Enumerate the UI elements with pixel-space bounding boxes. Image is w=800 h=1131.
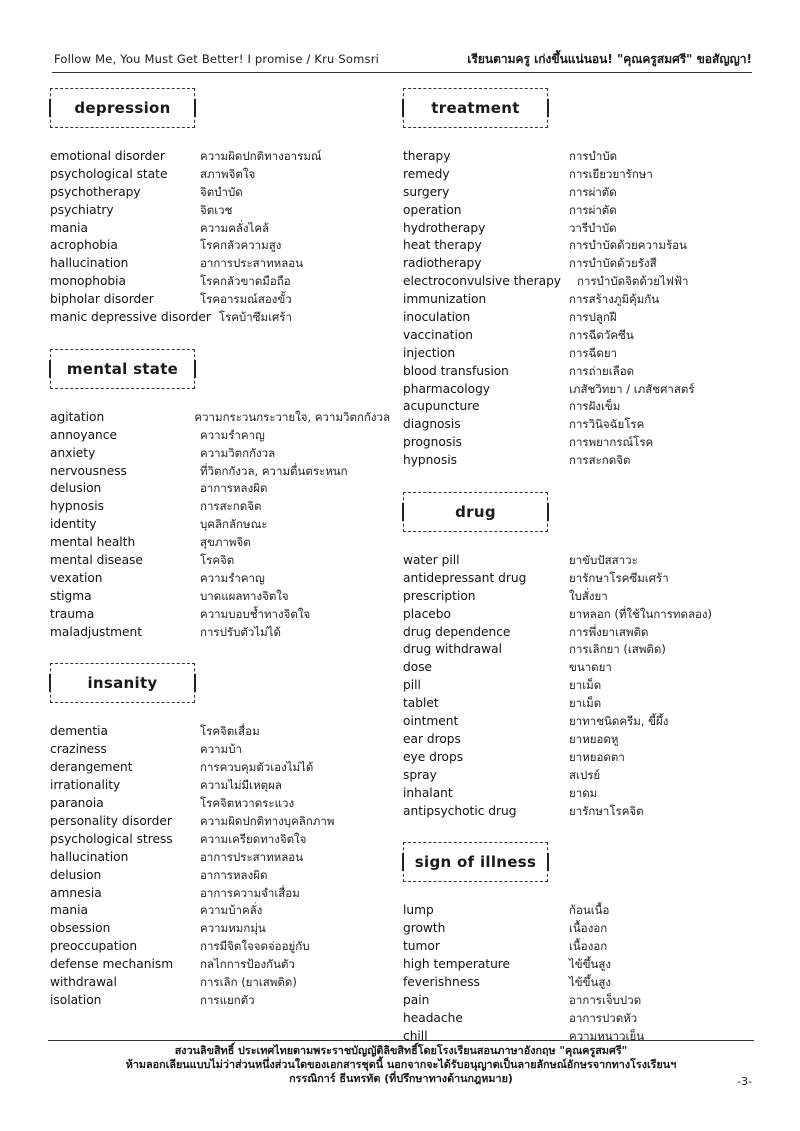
vocab-row <box>50 291 390 309</box>
thai-meaning: การผ่าตัด <box>569 184 617 199</box>
vocab-row <box>403 920 753 938</box>
english-term: ointment <box>403 714 459 729</box>
english-term: hallucination <box>50 849 129 864</box>
vocab-row <box>50 498 390 516</box>
thai-meaning: การสร้างภูมิคุ้มกัน <box>569 292 660 307</box>
english-term: prognosis <box>403 435 462 450</box>
thai-meaning: โรคบ้าซึมเศร้า <box>218 310 292 325</box>
english-term: immunization <box>403 292 487 307</box>
thai-meaning: เนื้องอก <box>569 921 608 936</box>
english-term: heat therapy <box>403 238 482 253</box>
vocab-row <box>403 677 753 695</box>
thai-meaning: วารีบำบัด <box>569 220 617 235</box>
vocab-row <box>403 202 753 220</box>
thai-meaning: โรคจิตหวาดระแวง <box>200 796 295 811</box>
thai-meaning: จิตเวช <box>200 202 233 217</box>
vocab-row <box>50 956 390 974</box>
thai-meaning: โรคจิตเสื่อม <box>200 724 260 739</box>
english-term: pharmacology <box>403 381 491 396</box>
english-term: annoyance <box>50 427 117 442</box>
english-term: water pill <box>403 553 460 568</box>
header-slogan-en: Follow Me, You Must Get Better! I promise / Kru Somsri <box>54 52 380 66</box>
vocab-row <box>50 723 390 741</box>
english-term: mania <box>50 903 88 918</box>
english-term: craziness <box>50 742 107 757</box>
english-term: withdrawal <box>50 974 117 989</box>
section-title: mental state <box>50 349 195 389</box>
thai-meaning: การบำบัด <box>569 149 618 163</box>
vocab-row <box>50 237 390 255</box>
vocab-row <box>403 345 753 363</box>
thai-meaning: การเลิก (ยาเสพติด) <box>200 974 297 989</box>
vocab-row <box>50 445 390 463</box>
footer-legal-line: กรรณิการ์ ธีนทรทัต (ที่ปรึกษาทางด้านกฎหมาย) <box>289 1072 513 1085</box>
thai-meaning: อาการปวดหัว <box>569 1010 638 1025</box>
vocab-row <box>403 570 753 588</box>
vocab-row <box>50 463 390 481</box>
vocab-row <box>403 713 753 731</box>
english-term: dose <box>403 660 433 675</box>
vocab-row <box>403 641 753 659</box>
thai-meaning: ยาดม <box>569 785 598 800</box>
vocab-list <box>403 148 753 470</box>
english-term: lump <box>403 903 434 918</box>
english-term: surgery <box>403 184 450 199</box>
vocab-row <box>403 902 753 920</box>
thai-meaning: การฝังเข็ม <box>569 399 621 414</box>
thai-meaning: ความบอบช้ำทางจิตใจ <box>200 606 311 621</box>
thai-meaning: ยาเม็ด <box>569 696 602 711</box>
vocab-row <box>50 777 390 795</box>
vocab-row <box>50 480 390 498</box>
thai-meaning: อาการหลงผิด <box>200 481 268 496</box>
vocab-row <box>50 741 390 759</box>
thai-meaning: บาดแผลทางจิตใจ <box>200 588 289 603</box>
thai-meaning: ความหนาวเย็น <box>569 1028 645 1043</box>
vocab-row <box>50 867 390 885</box>
english-term: anxiety <box>50 445 96 460</box>
english-term: obsession <box>50 921 111 936</box>
thai-meaning: การวินิจฉัยโรค <box>569 417 645 432</box>
thai-meaning: ยาหยอดหู <box>569 731 619 746</box>
english-term: agitation <box>50 409 105 424</box>
english-term: bipholar disorder <box>50 292 154 307</box>
vocab-list <box>50 723 390 1009</box>
vocab-row <box>403 255 753 273</box>
vocab-row <box>50 831 390 849</box>
thai-meaning: การสะกดจิต <box>569 453 631 468</box>
english-term: inhalant <box>403 785 453 800</box>
vocab-row <box>403 695 753 713</box>
vocab-row <box>403 327 753 345</box>
english-term: diagnosis <box>403 417 461 432</box>
vocab-row <box>403 974 753 992</box>
vocab-row <box>403 398 753 416</box>
vocab-row <box>50 516 390 534</box>
page-footer <box>48 1040 754 1086</box>
thai-meaning: อาการหลงผิด <box>200 867 268 882</box>
vocab-row <box>50 552 390 570</box>
vocab-row <box>50 148 390 166</box>
thai-meaning: การบำบัดด้วยความร้อน <box>569 238 687 253</box>
page-header <box>52 50 752 73</box>
thai-meaning: เนื้องอก <box>569 939 608 954</box>
english-term: stigma <box>50 588 92 603</box>
thai-meaning: ใบสั่งยา <box>569 588 608 603</box>
thai-meaning: ความหมกมุ่น <box>200 921 266 936</box>
english-term: drug withdrawal <box>403 642 502 657</box>
english-term: vaccination <box>403 327 474 342</box>
english-term: pain <box>403 992 430 1007</box>
english-term: hydrotherapy <box>403 220 486 235</box>
vocab-row <box>403 273 753 291</box>
thai-meaning: โรคกลัวความสูง <box>200 238 282 253</box>
thai-meaning: การบำบัดจิตด้วยไฟฟ้า <box>577 274 689 289</box>
thai-meaning: ความไม่มีเหตุผล <box>200 778 282 793</box>
thai-meaning: จิตบำบัด <box>200 184 243 199</box>
english-term: psychological state <box>50 166 168 181</box>
english-term: antidepressant drug <box>403 570 527 585</box>
thai-meaning: การควบคุมตัวเองไม่ได้ <box>200 760 314 775</box>
thai-meaning: โรคกลัวขาดมือถือ <box>200 274 291 289</box>
section-title: sign of illness <box>403 842 548 882</box>
vocab-row <box>50 624 390 642</box>
thai-meaning: อาการประสาทหลอน <box>200 256 304 271</box>
thai-meaning: ยาหยอดตา <box>569 749 625 764</box>
thai-meaning: การแยกตัว <box>200 992 255 1007</box>
english-term: emotional disorder <box>50 149 165 163</box>
vocab-row <box>50 409 390 427</box>
thai-meaning: ความรำคาญ <box>200 427 265 442</box>
thai-meaning: การผ่าตัด <box>569 202 617 217</box>
thai-meaning: การมีจิตใจจดจ่ออยู่กับ <box>200 939 310 954</box>
vocab-row <box>403 434 753 452</box>
english-term: placebo <box>403 606 451 621</box>
thai-meaning: ความผิดปกติทางอารมณ์ <box>200 149 322 163</box>
vocab-list <box>403 552 753 820</box>
english-term: paranoia <box>50 796 104 811</box>
english-term: acupuncture <box>403 399 480 414</box>
vocab-row <box>50 606 390 624</box>
vocab-row <box>50 920 390 938</box>
thai-meaning: โรคจิต <box>200 553 235 568</box>
vocab-row <box>403 659 753 677</box>
english-term: injection <box>403 345 456 360</box>
thai-meaning: ความบ้า <box>200 742 242 757</box>
english-term: drug dependence <box>403 624 511 639</box>
english-term: spray <box>403 767 437 782</box>
thai-meaning: การเลิกยา (เสพติด) <box>569 642 666 657</box>
vocab-row <box>403 606 753 624</box>
footer-copyright-line: สงวนลิขสิทธิ์ ประเทศไทยตามพระราชบัญญัติลิขสิทธิ์โดยโรงเรียนสอนภาษาอังกฤษ "คุณครูสมศรี" <box>174 1044 628 1057</box>
thai-meaning: โรคอารมณ์สองขั้ว <box>200 292 292 307</box>
thai-meaning: ยาเม็ด <box>569 678 602 693</box>
vocab-row <box>403 992 753 1010</box>
english-term: hallucination <box>50 256 129 271</box>
page-number: -3- <box>737 1075 752 1088</box>
vocab-row <box>403 1010 753 1028</box>
thai-meaning: สุขภาพจิต <box>200 535 251 550</box>
vocab-row <box>50 570 390 588</box>
vocab-row <box>50 534 390 552</box>
vocab-row <box>403 381 753 399</box>
thai-meaning: อาการเจ็บปวด <box>569 992 642 1007</box>
vocab-row <box>50 813 390 831</box>
english-term: operation <box>403 202 462 217</box>
vocab-row <box>403 452 753 470</box>
thai-meaning: ยาหลอก (ที่ใช้ในการทดลอง) <box>569 606 713 621</box>
vocab-row <box>403 749 753 767</box>
english-term: vexation <box>50 570 103 585</box>
thai-meaning: การถ่ายเลือด <box>569 363 635 378</box>
vocab-row <box>403 363 753 381</box>
english-term: acrophobia <box>50 238 118 253</box>
vocab-row <box>50 184 390 202</box>
thai-meaning: ไข้ขึ้นสูง <box>569 974 612 989</box>
thai-meaning: การสะกดจิต <box>200 499 262 514</box>
section-title: insanity <box>50 663 195 703</box>
english-term: high temperature <box>403 957 511 972</box>
left-column <box>50 88 390 1032</box>
vocab-row <box>50 902 390 920</box>
english-term: growth <box>403 921 446 936</box>
footer-notice-line: ห้ามลอกเลียนแบบไม่ว่าส่วนหนึ่งส่วนใดของเอกสารชุดนี้ นอกจากจะได้รับอนุญาตเป็นลายลักษณ์อักษรจากทางโรงเรียนฯ <box>125 1058 677 1071</box>
thai-meaning: ความกระวนกระวายใจ, ความวิตกกังวล <box>194 409 390 424</box>
vocab-row <box>403 184 753 202</box>
vocab-row <box>50 974 390 992</box>
english-term: psychotherapy <box>50 184 141 199</box>
thai-meaning: ความเครียดทางจิตใจ <box>200 831 307 846</box>
english-term: psychiatry <box>50 202 114 217</box>
english-term: defense mechanism <box>50 957 174 972</box>
thai-meaning: อาการประสาทหลอน <box>200 849 304 864</box>
vocab-row <box>50 202 390 220</box>
english-term: preoccupation <box>50 939 138 954</box>
vocab-list <box>50 409 390 642</box>
vocab-row <box>50 938 390 956</box>
english-term: eye drops <box>403 749 464 764</box>
vocab-row <box>50 795 390 813</box>
english-term: trauma <box>50 606 95 621</box>
vocab-row <box>403 237 753 255</box>
english-term: delusion <box>50 481 102 496</box>
english-term: antipsychotic drug <box>403 803 517 818</box>
english-term: nervousness <box>50 463 127 478</box>
english-term: inoculation <box>403 310 471 325</box>
thai-meaning: ยาทาชนิดครีม, ขี้ผึ้ง <box>569 714 669 729</box>
english-term: manic depressive disorder <box>50 310 211 325</box>
english-term: chill <box>403 1028 428 1043</box>
english-term: feverishness <box>403 974 480 989</box>
english-term: mental health <box>50 535 136 550</box>
vocab-list <box>403 902 753 1045</box>
vocab-row <box>50 992 390 1010</box>
vocab-row <box>403 624 753 642</box>
thai-meaning: ขนาดยา <box>569 660 612 675</box>
thai-meaning: การฉีดวัคซีน <box>569 327 634 342</box>
english-term: mania <box>50 220 88 235</box>
english-term: headache <box>403 1010 463 1025</box>
thai-meaning: เภสัชวิทยา / เภสัชศาสตร์ <box>569 381 695 396</box>
vocab-row <box>403 938 753 956</box>
thai-meaning: กลไกการป้องกันตัว <box>200 957 295 972</box>
vocab-row <box>403 166 753 184</box>
section-title: drug <box>403 492 548 532</box>
thai-meaning: ยาขับปัสสาวะ <box>569 553 638 568</box>
thai-meaning: การฉีดยา <box>569 345 618 360</box>
vocab-row <box>50 309 390 327</box>
thai-meaning: ก้อนเนื้อ <box>569 903 610 918</box>
english-term: dementia <box>50 724 108 739</box>
vocab-row <box>403 309 753 327</box>
thai-meaning: การพยากรณ์โรค <box>569 435 654 450</box>
english-term: blood transfusion <box>403 363 509 378</box>
english-term: hypnosis <box>403 453 457 468</box>
vocab-row <box>50 273 390 291</box>
vocab-row <box>403 588 753 606</box>
english-term: electroconvulsive therapy <box>403 274 562 289</box>
english-term: hypnosis <box>50 499 104 514</box>
thai-meaning: การปลูกฝี <box>569 310 617 325</box>
english-term: derangement <box>50 760 133 775</box>
english-term: psychological stress <box>50 831 173 846</box>
english-term: isolation <box>50 992 102 1007</box>
vocab-row <box>50 220 390 238</box>
english-term: identity <box>50 517 97 532</box>
english-term: therapy <box>403 149 451 163</box>
thai-meaning: อาการความจำเสื่อม <box>200 885 300 900</box>
vocab-row <box>403 552 753 570</box>
vocab-row <box>403 767 753 785</box>
thai-meaning: สเปรย์ <box>569 767 601 782</box>
english-term: ear drops <box>403 731 461 746</box>
english-term: radiotherapy <box>403 256 482 271</box>
thai-meaning: ไข้ขึ้นสูง <box>569 957 612 972</box>
header-slogan-th: เรียนตามครู เก่งขึ้นแน่นอน! "คุณครูสมศรี" ขอสัญญา! <box>467 52 752 66</box>
vocab-row <box>50 166 390 184</box>
english-term: remedy <box>403 166 450 181</box>
english-term: prescription <box>403 588 476 603</box>
english-term: maladjustment <box>50 624 143 639</box>
vocab-row <box>403 148 753 166</box>
section-title: treatment <box>403 88 548 128</box>
vocab-row <box>403 291 753 309</box>
english-term: irrationality <box>50 778 121 793</box>
thai-meaning: สภาพจิตใจ <box>200 166 256 181</box>
thai-meaning: ความบ้าคลั่ง <box>200 903 263 918</box>
section-title: depression <box>50 88 195 128</box>
english-term: mental disease <box>50 553 143 568</box>
vocab-row <box>403 220 753 238</box>
thai-meaning: การเยียวยารักษา <box>569 166 653 181</box>
right-column <box>403 88 753 1068</box>
vocab-row <box>403 803 753 821</box>
english-term: pill <box>403 678 421 693</box>
vocab-row <box>403 416 753 434</box>
thai-meaning: การปรับตัวไม่ได้ <box>200 624 281 639</box>
vocab-list <box>50 148 390 327</box>
vocab-row <box>50 885 390 903</box>
vocab-row <box>50 427 390 445</box>
vocab-row <box>403 785 753 803</box>
thai-meaning: ความคลั่งไคล้ <box>200 220 270 235</box>
thai-meaning: การบำบัดด้วยรังสี <box>569 256 657 271</box>
english-term: tablet <box>403 696 439 711</box>
english-term: delusion <box>50 867 102 882</box>
thai-meaning: ความผิดปกติทางบุคลิกภาพ <box>200 813 335 828</box>
english-term: monophobia <box>50 274 127 289</box>
thai-meaning: ยารักษาโรคซึมเศร้า <box>569 570 669 585</box>
thai-meaning: การพึ่งยาเสพติด <box>569 624 649 639</box>
vocab-row <box>50 588 390 606</box>
vocab-row <box>403 731 753 749</box>
thai-meaning: ความรำคาญ <box>200 570 265 585</box>
vocab-row <box>403 956 753 974</box>
thai-meaning: ความวิตกกังวล <box>200 445 276 460</box>
thai-meaning: ที่วิตกกังวล, ความตื่นตระหนก <box>200 463 348 478</box>
thai-meaning: บุคลิกลักษณะ <box>200 517 268 532</box>
vocab-row <box>50 255 390 273</box>
vocab-row <box>50 759 390 777</box>
english-term: tumor <box>403 939 440 954</box>
english-term: amnesia <box>50 885 102 900</box>
vocab-row <box>50 849 390 867</box>
thai-meaning: ยารักษาโรคจิต <box>569 803 644 818</box>
english-term: personality disorder <box>50 813 172 828</box>
